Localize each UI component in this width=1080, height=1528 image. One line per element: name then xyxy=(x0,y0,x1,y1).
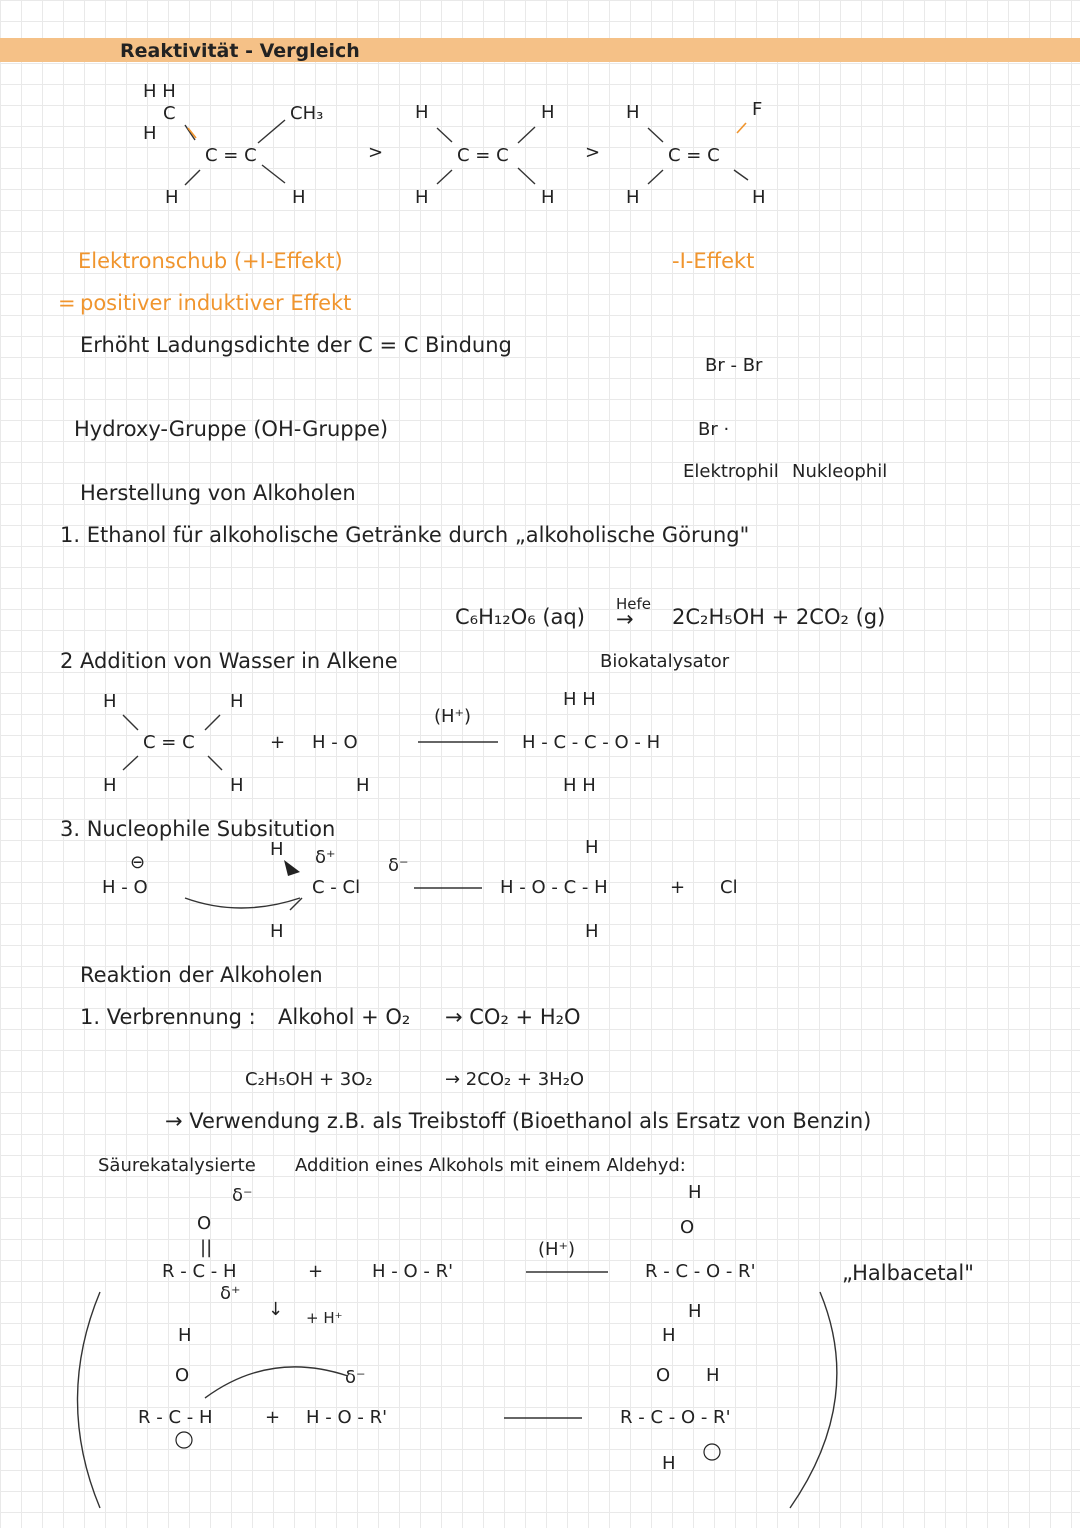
plus-h-ion: + H⁺ xyxy=(306,1309,343,1327)
page-title: Reaktivität - Vergleich xyxy=(120,40,360,62)
bond xyxy=(185,170,200,185)
point3-text: 3. Nucleophile Subsitution xyxy=(60,817,336,841)
hemiacetal-structure: R - C - O - R' xyxy=(645,1261,756,1282)
water-h: H xyxy=(356,775,370,796)
left-bracket xyxy=(78,1292,101,1508)
bond xyxy=(437,170,452,184)
hemiacetal-o: O xyxy=(680,1217,695,1238)
herstellung-heading: Herstellung von Alkoholen xyxy=(80,481,356,505)
intermediate-o: O xyxy=(175,1365,190,1386)
curved-arrow xyxy=(185,898,300,908)
bond xyxy=(205,715,220,730)
alkene-h1: H xyxy=(103,691,117,712)
general-combustion: Alkohol + O₂ xyxy=(278,1005,411,1029)
bond xyxy=(185,125,195,140)
hemiacetal-h-top: H xyxy=(688,1182,702,1203)
positiver-text: positiver induktiver Effekt xyxy=(80,291,352,315)
mol-c-f: F xyxy=(752,99,763,120)
general-combustion-products: → CO₂ + H₂O xyxy=(445,1005,581,1029)
aldehyde-structure: R - C - H xyxy=(162,1261,237,1282)
inductive-arrow xyxy=(737,123,746,133)
hydroxy-heading: Hydroxy-Gruppe (OH-Gruppe) xyxy=(74,417,389,441)
fermentation-products: 2C₂H₅OH + 2CO₂ (g) xyxy=(672,605,886,629)
curved-arrow xyxy=(205,1367,348,1398)
intermediate-h: H xyxy=(178,1325,192,1346)
aldehyde-double-bond: || xyxy=(200,1237,213,1258)
methanol-h-bottom: H xyxy=(585,921,599,942)
ethanol-structure: H - C - C - O - H xyxy=(522,732,661,753)
acid-catalyst-2: (H⁺) xyxy=(538,1239,576,1260)
hefe-label: Hefe xyxy=(616,595,652,613)
aldehyde-delta-plus: δ⁺ xyxy=(220,1283,241,1304)
biokatalysator-label: Biokatalysator xyxy=(600,651,730,672)
ethanol-h-top: H H xyxy=(563,689,596,710)
product-structure: R - C - O - R' xyxy=(620,1407,731,1428)
methanol-h-top: H xyxy=(585,837,599,858)
water-molecule: H - O xyxy=(312,732,358,753)
right-bracket xyxy=(790,1292,837,1508)
mol-c-cc: C = C xyxy=(668,145,720,166)
negative-charge: ⊖ xyxy=(130,852,146,873)
fermentation-arrow: → xyxy=(616,607,634,631)
product-o: O xyxy=(656,1365,671,1386)
mol-b-h-bl: H xyxy=(415,187,429,208)
bromine-radical: Br · xyxy=(698,419,730,440)
alcohol-delta-minus: δ⁻ xyxy=(345,1367,366,1388)
alkene-cc: C = C xyxy=(143,732,195,753)
mol-c-h-tl: H xyxy=(626,102,640,123)
bond xyxy=(648,128,663,142)
alcohol-molecule: H - O - R' xyxy=(372,1261,454,1282)
equals-sign: = xyxy=(58,291,76,315)
verwendung-text: → Verwendung z.B. als Treibstoff (Bioethanol als Ersatz von Benzin) xyxy=(165,1109,872,1133)
aldehyde-delta-minus: δ⁻ xyxy=(232,1185,253,1206)
sub-h-top: H xyxy=(270,839,284,860)
mol-b-cc: C = C xyxy=(457,145,509,166)
bond xyxy=(648,170,663,184)
bond xyxy=(123,756,138,770)
mol-a-h-bl: H xyxy=(165,187,179,208)
greater-than-2: > xyxy=(585,142,601,163)
mol-a-c: C xyxy=(163,103,176,124)
point2-text: 2 Addition von Wasser in Alkene xyxy=(60,649,398,673)
mol-a-h-br: H xyxy=(292,187,306,208)
mol-a-ch3: CH₃ xyxy=(290,103,324,124)
bond xyxy=(208,756,222,770)
halbacetal-label: „Halbacetal" xyxy=(842,1261,974,1285)
alcohol-molecule-2: H - O - R' xyxy=(306,1407,388,1428)
bond xyxy=(518,127,535,143)
bond xyxy=(518,168,535,184)
wedge-bond xyxy=(284,860,300,876)
ethanol-combustion: C₂H₅OH + 3O₂ xyxy=(245,1069,373,1090)
elektronschub-text: Elektronschub (+I-Effekt) xyxy=(78,249,343,273)
bromine-molecule: Br - Br xyxy=(705,355,763,376)
acid-catalyst-1: (H⁺) xyxy=(434,706,472,727)
alkene-h2: H xyxy=(230,691,244,712)
bond xyxy=(437,128,452,142)
product-h: H xyxy=(662,1325,676,1346)
mol-b-h-tr: H xyxy=(541,102,555,123)
verbrennung-label: 1. Verbrennung : xyxy=(80,1005,256,1029)
plus-sign: + xyxy=(270,732,286,753)
alkene-h4: H xyxy=(230,775,244,796)
mol-a-h-top: H H xyxy=(143,81,176,102)
mol-a-h-left: H xyxy=(143,123,157,144)
bond xyxy=(262,165,285,183)
ethanol-h-bottom: H H xyxy=(563,775,596,796)
mol-b-h-br: H xyxy=(541,187,555,208)
delta-plus-1: δ⁺ xyxy=(315,847,336,868)
point1-text: 1. Ethanol für alkoholische Getränke durch „alkoholische Görung" xyxy=(60,523,750,547)
plus-charge-circle xyxy=(176,1432,192,1448)
plus-charge-circle xyxy=(704,1444,720,1460)
arrow-down: ↓ xyxy=(268,1299,284,1320)
glucose: C₆H₁₂O₆ (aq) xyxy=(455,605,585,629)
bond xyxy=(123,715,138,730)
mol-c-h-bl: H xyxy=(626,187,640,208)
hemiacetal-h-bottom: H xyxy=(688,1301,702,1322)
alkene-h3: H xyxy=(103,775,117,796)
nukleophil-text: Nukleophil xyxy=(792,461,888,482)
product-h2: H xyxy=(706,1365,720,1386)
chloride-ion: Cl xyxy=(720,877,738,898)
chloromethane-ccl: C - Cl xyxy=(312,877,361,898)
methanol-structure: H - O - C - H xyxy=(500,877,608,898)
ethanol-combustion-products: → 2CO₂ + 3H₂O xyxy=(445,1069,585,1090)
aldehyde-o: O xyxy=(197,1213,212,1234)
product-h-bottom: H xyxy=(662,1453,676,1474)
mol-b-h-tl: H xyxy=(415,102,429,123)
reaktion-heading: Reaktion der Alkoholen xyxy=(80,963,323,987)
mol-a-cc: C = C xyxy=(205,145,257,166)
delta-minus-1: δ⁻ xyxy=(388,855,409,876)
minus-i-effekt: -I-Effekt xyxy=(672,249,755,273)
plus-sign-4: + xyxy=(265,1407,281,1428)
plus-sign-2: + xyxy=(670,877,686,898)
plus-sign-3: + xyxy=(308,1261,324,1282)
greater-than-1: > xyxy=(368,142,384,163)
mol-c-h-br: H xyxy=(752,187,766,208)
saeure-label: Säurekatalysierte xyxy=(98,1155,256,1176)
sub-h-bottom: H xyxy=(270,921,284,942)
hydroxide-ion: H - O xyxy=(102,877,148,898)
bond xyxy=(258,120,285,143)
erhoeht-text: Erhöht Ladungsdichte der C = C Bindung xyxy=(80,333,512,357)
bond xyxy=(734,170,748,180)
elektrophil-text: Elektrophil xyxy=(683,461,779,482)
intermediate-structure: R - C - H xyxy=(138,1407,213,1428)
addition-text: Addition eines Alkohols mit einem Aldehyd: xyxy=(295,1155,686,1176)
